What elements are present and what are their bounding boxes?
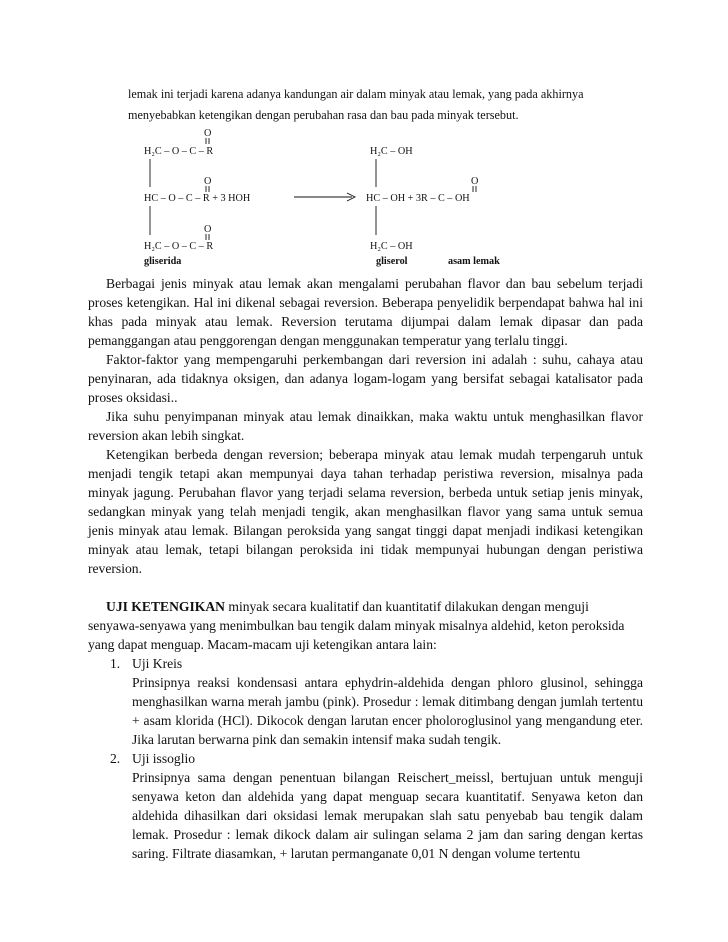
section-heading: UJI KETENGIKAN — [106, 599, 225, 614]
label-gliserol: gliserol — [376, 256, 408, 267]
products-row-2: HC – OH + 3R – C – OH — [366, 193, 470, 204]
triglyceride-row-3: H₂C – O – C – R — [144, 241, 214, 252]
label-asam-lemak: asam lemak — [448, 256, 500, 267]
triglyceride-row-2: HC – O – C – R + 3 HOH — [144, 193, 251, 204]
glycerol-row-1: H₂C – OH — [370, 146, 413, 157]
paragraph-uji-ketengikan — [88, 597, 643, 654]
intro-line-1: lemak ini terjadi karena adanya kandungan air dalam minyak atau lemak, yang pada akhirnya — [128, 87, 584, 101]
intro-line-2: menyebabkan ketengikan dengan perubahan rasa dan bau pada minyak tersebut. — [128, 108, 519, 122]
paragraph-gap — [88, 578, 643, 597]
paragraph-factors: Faktor-faktor yang mempengaruhi perkembangan dari reversion ini adalah : suhu, cahaya atau penyinaran, ada tidaknya oksigen, dan adanya logam-logam yang bersifat sebagai katalisator pada proses oksidasi.. — [88, 352, 643, 405]
paragraph-temperature: Jika suhu penyimpanan minyak atau lemak dinaikkan, maka waktu untuk menghasilkan flavor reversion akan lebih singkat. — [88, 409, 643, 443]
paragraph-rancidity-vs-reversion: Ketengikan berbeda dengan reversion; beberapa minyak atau lemak mudah terpengaruh untuk menjadi tengik tetapi akan mempunyai daya tahan terhadap peristiwa reversion, misalnya pada minyak jagung. Perubahan flavor yang terjadi selama reversion, berbeda untuk setiap jenis minyak, sedangkan minyak yang telah menjadi tengik, akan menghasilkan flavor yang sama untuk semua jenis minyak atau lemak. Bilangan peroksida yang sangat tinggi dapat menjadi indikasi ketengikan minyak atau lemak, tetapi bilangan peroksida ini tidak mempunyai hubungan dengan peristiwa reversion. — [88, 447, 643, 576]
acid-carbonyl-o: O — [471, 176, 479, 187]
list-item-uji-issoglio — [88, 749, 643, 863]
list-item-uji-kreis — [88, 654, 643, 749]
list-item-text: Prinsipnya reaksi kondensasi antara ephydrin-aldehida dengan phloro glusinol, sehingga menghasilkan warna merah jambu (pink). Prosedur : lemak ditimbang dengan jumlah tertentu + asam klorida (HCl). Dikocok dengan larutan encer pholoroglusinol yang mengandung eter. Jika larutan berwarna pink dan semakin intensif maka sudah tengik. — [132, 675, 643, 747]
label-gliserida: gliserida — [144, 256, 182, 267]
list-item-title: Uji issoglio — [132, 751, 196, 766]
list-item-text: Prinsipnya sama dengan penentuan bilangan Reischert_meissl, bertujuan untuk menguji senyawa keton dan aldehida yang dapat menguap secara kuantitatif. Senyawa keton dan aldehida dihasilkan dari oksidasi lemak merupakan slah satu penyebab bau tengik dalam lemak. Prosedur : lemak dikock dalam air sulingan selama 2 jam dan saring dengan kertas saring. Filtrate diasamkan, + larutan permanganate 0,01 N dengan volume tertentu — [132, 770, 643, 861]
paragraph-reversion: Berbagai jenis minyak atau lemak akan mengalami perubahan flavor dan bau sebelum terjadi proses ketengikan. Hal ini dikenal sebagai reversion. Beberapa penyelidik berpendapat bahwa hal ini khas pada minyak atau lemak. Reversion terutama dijumpai dalam lemak dipasar dan pada pemanggangan atau penggorengan dengan menggunakan temperatur yang terlalu tinggi. — [88, 276, 643, 348]
carbonyl-o-top: O — [204, 128, 212, 139]
section-intro: minyak secara kualitatif dan kuantitatif dilakukan dengan menguji senyawa-senyawa yang menimbulkan bau tengik dalam minyak misalnya aldehid, keton peroksida yang dapat menguap. Macam-macam uji ketengikan antara lain: — [88, 599, 625, 652]
intro-text — [128, 84, 648, 126]
list-number: 2. — [110, 751, 121, 766]
glycerol-row-3: H₂C – OH — [370, 241, 413, 252]
test-list — [88, 654, 643, 863]
body-text — [88, 274, 643, 863]
list-number: 1. — [110, 656, 121, 671]
list-item-title: Uji Kreis — [132, 656, 183, 671]
hydrolysis-reaction-diagram — [144, 125, 544, 270]
carbonyl-o-bot: O — [204, 224, 212, 235]
triglyceride-row-1: H₂C – O – C – R — [144, 146, 214, 157]
carbonyl-o-mid: O — [204, 176, 212, 187]
